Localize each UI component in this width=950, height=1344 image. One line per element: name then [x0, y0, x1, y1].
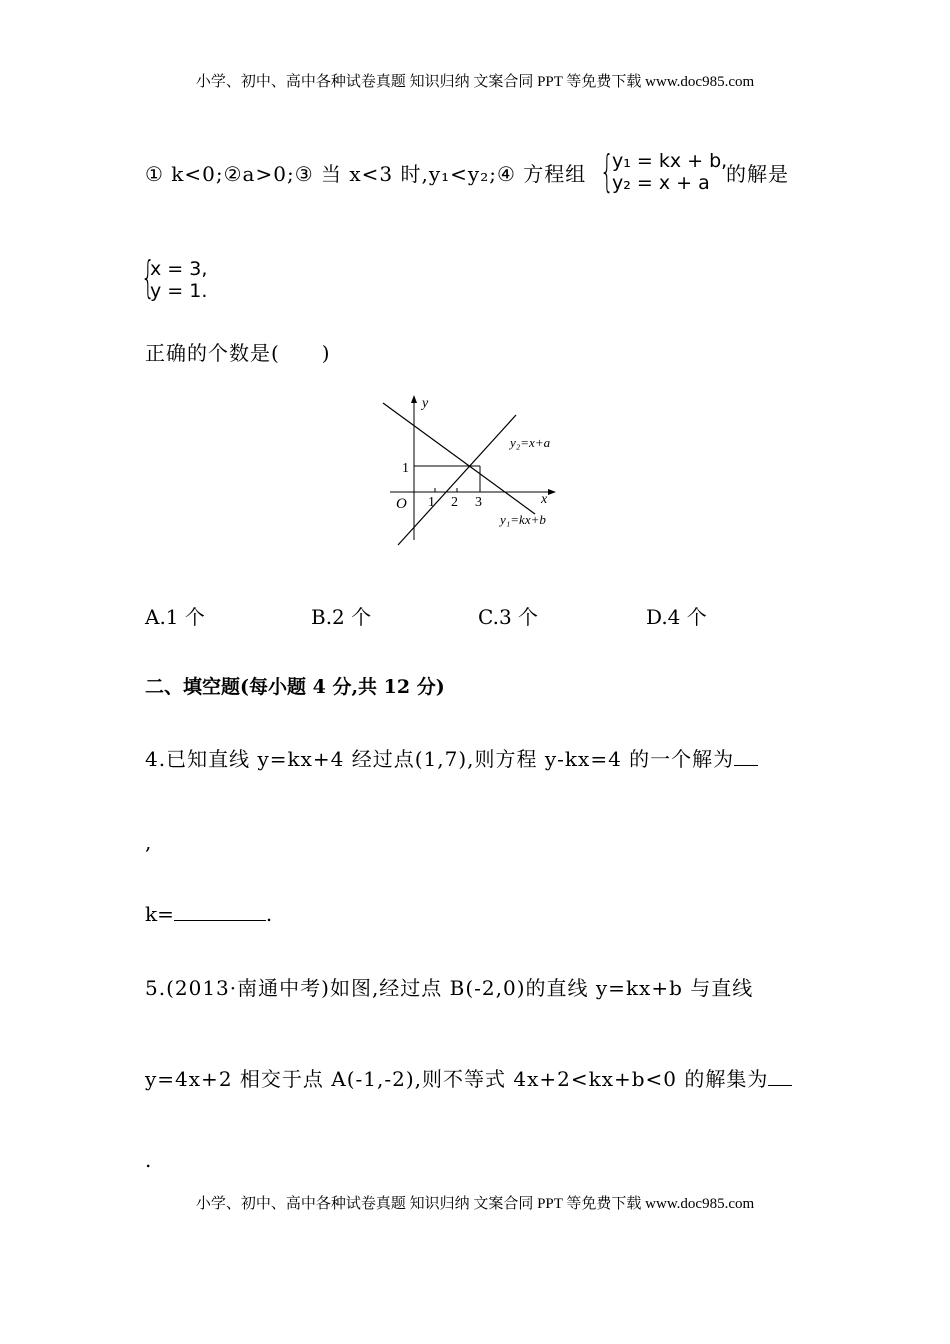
- x-axis-arrow: [548, 489, 556, 495]
- q4-text: 4.已知直线 y=kx+4 经过点(1,7),则方程 y-kx=4 的一个解为: [145, 747, 735, 771]
- q4-end: .: [265, 902, 273, 926]
- origin-label: O: [396, 496, 407, 512]
- y-axis-label: y: [422, 396, 429, 411]
- x-tick-label-1: 1: [428, 495, 435, 510]
- q3-question: 正确的个数是( ): [145, 341, 331, 365]
- line-y2-label: y₂=x+a: [510, 435, 551, 450]
- q3-system-brace: {: [600, 146, 614, 197]
- q4-blank-2[interactable]: [174, 902, 266, 921]
- q3-y1-lt-y2: y₁<y₂: [428, 162, 490, 186]
- x-tick-label-2: 2: [451, 495, 458, 510]
- q3-solution: [150, 258, 207, 302]
- y-axis-arrow: [411, 395, 417, 403]
- q3-statement4: ;④ 方程组: [489, 162, 587, 186]
- q3-statements-text: ① k<0;②a>0;③ 当 x<3 时,: [145, 162, 429, 186]
- q5-text: y=4x+2 相交于点 A(-1,-2),则不等式 4x+2<kx+b<0 的解集为: [145, 1067, 769, 1091]
- y-tick-label: 1: [402, 461, 409, 476]
- q4-k-label: k=: [145, 902, 174, 926]
- option-c: C.3 个: [478, 605, 539, 629]
- q4-blank-1[interactable]: [734, 747, 758, 766]
- q3-solution-suffix: 的解是: [726, 162, 789, 186]
- q3-system-eq1: y₁ = kx + b,: [612, 150, 728, 172]
- q3-solution-y: y = 1.: [150, 280, 208, 302]
- option-d: D.4 个: [646, 605, 707, 629]
- q3-solution-brace: {: [141, 252, 155, 303]
- q4-line1: [145, 743, 758, 772]
- q4-comma: ,: [145, 830, 153, 854]
- q5-line2: [145, 1063, 792, 1092]
- q3-statements: [145, 158, 586, 187]
- x-axis-label: x: [541, 492, 548, 507]
- section-title: 二、填空题(每小题 4 分,共 12 分): [145, 676, 445, 698]
- q3-graph: [380, 390, 580, 550]
- q5-blank[interactable]: [768, 1067, 792, 1086]
- x-tick-label-3: 3: [475, 495, 482, 510]
- q3-system-eq2: y₂ = x + a: [612, 172, 710, 194]
- option-b: B.2 个: [311, 605, 372, 629]
- option-a: A.1 个: [145, 605, 205, 629]
- q5-line1: 5.(2013·南通中考)如图,经过点 B(-2,0)的直线 y=kx+b 与直线: [145, 976, 754, 1000]
- line-y2: [398, 415, 516, 545]
- q3-system: [612, 150, 727, 194]
- page-footer: 小学、初中、高中各种试卷真题 知识归纳 文案合同 PPT 等免费下载 www.doc985.com: [195, 1196, 755, 1212]
- q3-solution-x: x = 3,: [150, 258, 208, 280]
- page-header: 小学、初中、高中各种试卷真题 知识归纳 文案合同 PPT 等免费下载 www.doc985.com: [195, 74, 755, 90]
- q4-k-line: [145, 902, 272, 926]
- q5-end: .: [145, 1148, 153, 1172]
- line-y1-label: y₁=kx+b: [500, 512, 546, 527]
